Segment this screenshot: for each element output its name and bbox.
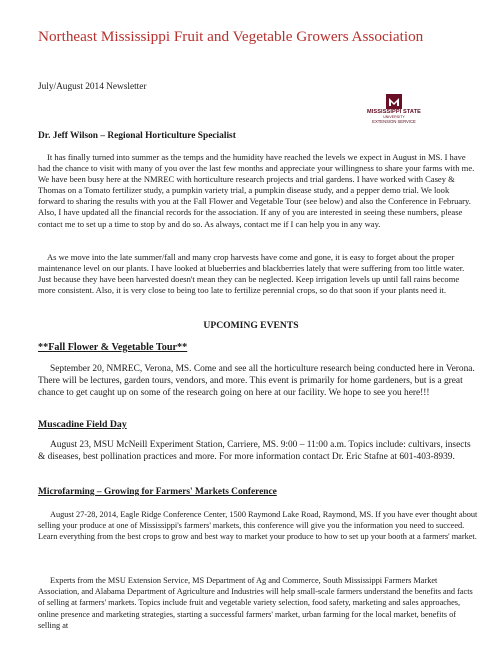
- event-body-muscadine: August 23, MSU McNeill Experiment Station, Carriere, MS. 9:00 – 11:00 a.m. Topics include: cultivars, insects & diseases, best pollination practices and more. For more information contact Dr. Eric Stafne at 601-403-8939.: [38, 440, 471, 463]
- intro-paragraph-1: It has finally turned into summer as the temps and the humidity have reached the levels we expect in August in MS. I have had the chance to visit with many of you over the last few months and appreciate your willingness to share your farms with me. We have been busy here at the NMREC with horticulture research projects and trial gardens. I have worked with Casey & Thomas on a Tomato fertilizer study, a pumpkin variety trial, a pumpkin disease study, and a pepper demo trial. We look forward to sharing the results with you at the Fall Flower and Vegetable Tour (see below) and also the Conference in February. Also, I have updated all the financial records for the association. If any of you are interested in seeing these numbers, please contact me to set up a time to stop by and do so. As always, contact me if I can help you in any way.: [38, 152, 475, 229]
- event-body-microfarming-2: Experts from the MSU Extension Service, MS Department of Ag and Commerce, South Mississippi Farmers Market Association, and Alabama Department of Agriculture and Industries will help small-scale farmers understand the benefits and facts of selling at farmers' markets. Topics include fruit and vegetable variety selection, food safety, marketing and sales approaches, online presence and marketing strategies, starting a successful farmers' market, urban farming for the local market, benefits of selling at: [38, 576, 473, 630]
- event-body-microfarming-1: August 27-28, 2014, Eagle Ridge Conference Center, 1500 Raymond Lake Road, Raymond, MS. If you have ever thought about selling your produce at one of Mississippi's farmers' markets, this conference will give you the information you need to succeed. Learn everything from the best crops to grow and best way to market your produce to how to set up your booth at a farmers' market.: [38, 510, 478, 542]
- association-title: Northeast Mississippi Fruit and Vegetable Growers Association: [38, 28, 424, 45]
- logo-sub: UNIVERSITY: [383, 115, 405, 119]
- msu-emblem-icon: [386, 94, 402, 109]
- event-body-fall-tour: September 20, NMREC, Verona, MS. Come and see all the horticulture research being conducted here in Verona. There will be lectures, garden tours, vendors, and more. This event is primarily for home gardeners, but is a great chance to get caught up on some of the research going on here at our facility. We hope to see you here!!!: [38, 364, 475, 399]
- newsletter-date: July/August 2014 Newsletter: [38, 82, 147, 92]
- msu-extension-logo: [362, 94, 426, 130]
- event-title-fall-tour: **Fall Flower & Vegetable Tour**: [38, 342, 188, 353]
- upcoming-events-heading: UPCOMING EVENTS: [203, 320, 299, 331]
- logo-dept: EXTENSION SERVICE: [372, 119, 416, 124]
- logo-name: MISSISSIPPI STATE: [366, 109, 422, 115]
- event-title-muscadine: Muscadine Field Day: [38, 419, 127, 430]
- author-heading: Dr. Jeff Wilson – Regional Horticulture Specialist: [38, 131, 236, 141]
- intro-paragraph-2: As we move into the late summer/fall and many crop harvests have come and gone, it is easy to forget about the proper maintenance level on our plants. I have looked at blueberries and blackberries lately that were suffering from too little water. Just because they have been harvested doesn't mean they can be neglected. Keep irrigation levels up until fall rains become more consistent. Also, it is very close to being too late to fertilize perennial crops, so do that soon if your plants need it.: [38, 252, 465, 296]
- event-title-microfarming: Microfarming – Growing for Farmers' Markets Conference: [38, 487, 277, 497]
